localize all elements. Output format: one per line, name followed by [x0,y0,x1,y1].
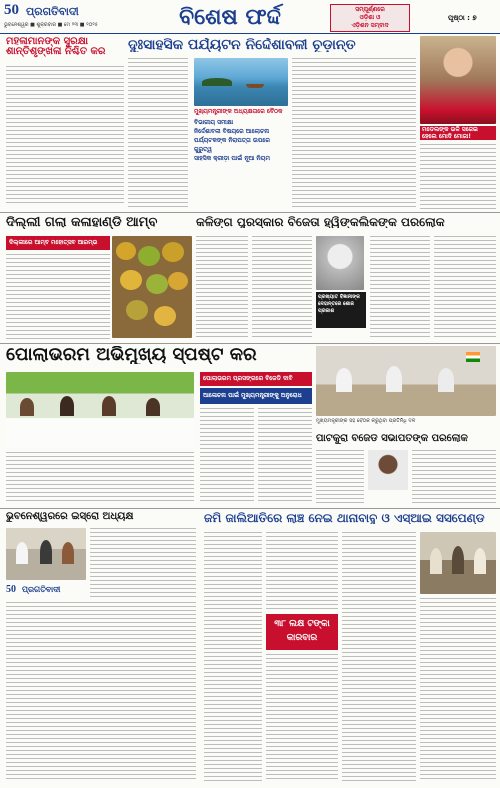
logo-number: 50 [4,2,19,18]
photo-caption: ମଡେଲଙ୍କ ଭଳି ସଜେଇ ହେଲେ ମୋଦି ମୋଜା! [422,126,478,140]
polavaram-body-col2 [200,408,254,504]
isro-photo [6,528,86,580]
callout-item-1: ବିଭାଗୀୟ ସମୀକ୍ଷା [194,119,234,126]
island-shape [202,78,232,86]
polavaram-box-2 [200,388,312,404]
mango-shape [126,300,148,320]
mango-shape [154,306,176,326]
tourism-photo [194,58,288,106]
promo-box[interactable] [330,4,410,32]
meeting-photo [316,346,496,416]
kalinga-body-col4 [434,236,496,340]
patkura-body-col1 [316,450,364,504]
land-body-col1 [204,532,262,782]
section-rule-4 [0,508,500,509]
promo-line-1: ସମ୍ପୂର୍ଣ୍ଣରେ [355,6,385,13]
person-shape [386,366,402,392]
callout-item-3: ପର୍ଯ୍ୟଟକଙ୍କ ନିରାପତ୍ତା ଉପରେ ଗୁରୁତ୍ୱ [194,137,270,153]
flag-shape [466,352,480,362]
person-shape [430,548,442,574]
section-rule-2 [0,212,500,213]
person-shape [438,368,454,392]
person-shape [60,396,74,416]
land-body-col2b [266,654,338,782]
section-rule-3 [0,343,500,344]
mango-shape [120,270,142,290]
kalinga-headline: କଳିଙ୍ଗ ପୁରସ୍କାର ବିଜେତା ହ୍ୱିଙ୍କଲିକଙ୍କ ପରଲୋକ [196,216,445,228]
land-body-col2 [266,532,338,612]
tourism-headline: ଦୁଃସାହସିକ ପର୍ଯ୍ୟଟନ ନିର୍ଦ୍ଦେଶାବଳୀ ଚୂଡ଼ାନ୍ତ [128,38,356,52]
footer-paper-name: ପ୍ରଗତିବାଦୀ [22,585,61,594]
person-shape [20,398,34,416]
tourism-body-col3 [292,58,416,210]
kalahandi-subhead: ଦିଲ୍ଲୀରେ ଆମ୍ବ ମହୋତ୍ସବ ଆରମ୍ଭ [9,239,98,246]
person-shape [336,368,352,392]
polavaram-box-1-text: ପୋଲାଭରମ ପ୍ରସଙ୍ଗରେ ବିଜେଡି ଦାବି [203,375,293,382]
scientist-photo [316,236,364,290]
polavaram-box-2-text: ଆଳୋଚନା ପାଇଁ ମୁଖ୍ୟମନ୍ତ୍ରୀଙ୍କୁ ଅନୁରୋଧ [203,392,302,399]
patkura-body-col2 [412,450,496,504]
footer-logo [6,584,86,598]
boat-shape [246,84,264,88]
masthead-rule [0,33,500,34]
footer-logo-number: 50 [6,584,16,595]
person-shape [62,542,74,564]
kalinga-body-col3 [370,236,430,340]
person-shape [474,548,486,574]
promo-line-3: ଏଡ଼ିଶନ ସମ୍ବାଦ [351,22,389,29]
right-body [420,144,496,210]
section-title: ବିଶେଷ ଫର୍ଦ୍ଦ [179,5,281,30]
kalahandi-body [6,254,110,340]
page-number: ପୃଷ୍ଠା : ୭ [448,14,477,22]
mango-shape [146,274,168,294]
land-quote-line-1: ୩୮ ଲକ୍ଷ ଟଙ୍କା [274,619,330,629]
person-shape [16,542,28,564]
kalahandi-headline: ଦିଲ୍ଲୀ ଗଲା କଳାହାଣ୍ଡି ଆମ୍ବ [6,216,158,229]
land-body-col4 [420,598,496,782]
press-meet-photo [6,372,194,448]
tourism-callout [194,108,288,202]
dateline: ଭୁବନେଶ୍ୱର ■ ଶୁକ୍ରବାର ■ ମେ ୨୩ ■ ୨୦୨୫ [4,22,98,28]
callout-item-2: ନିର୍ଦ୍ଦେଶାବଳୀ ବିଷୟରେ ଆଲୋଚନା [194,128,270,135]
masthead [0,0,500,34]
isro-body [6,602,196,782]
isro-headline: ଭୁବନେଶ୍ୱରରେ ଇସ୍ରୋ ଅଧ୍ୟକ୍ଷ [6,512,134,522]
land-body-col3 [342,532,416,782]
land-quote-line-2: କାରବାର [286,633,318,643]
patkura-portrait [368,450,408,490]
mango-photo [112,236,192,338]
polavaram-headline: ପୋଲାଭରମ ଅଭିମୁଖ୍ୟ ସ୍ପଷ୍ଟ କର [6,346,257,364]
tourism-body-col1 [128,58,188,210]
top-left-body [6,66,124,206]
mango-shape [168,272,188,290]
mango-shape [138,246,160,266]
patkura-headline: ପାଟକୁରା ବିଜେଡି ସଭାପତିଙ୍କ ପରଲୋକ [316,434,468,444]
kalinga-quote: ପ୍ରଖ୍ୟାତ ବିଜ୍ଞାନୀଙ୍କ ଦେହାନ୍ତରେ ଶୋକ ପ୍ରକାଶ [318,294,360,314]
person-shape [102,396,116,416]
paper-name: ପ୍ରଗତିବାଦୀ [26,5,79,18]
polavaram-body-col3 [258,408,312,504]
mango-shape [162,242,184,262]
photo-caption-bar [420,126,496,140]
mango-shape [116,242,136,260]
model-photo [420,36,496,124]
person-shape [40,540,52,564]
callout-title: ମୁଖ୍ୟମନ୍ତ୍ରୀଙ୍କ ଅଧ୍ୟକ୍ଷତାରେ ବୈଠକ [194,108,283,115]
polavaram-box-1 [200,372,312,386]
table-shape [6,418,194,448]
top-left-headline: ମହିଳାମାନଙ୍କ ସୁରକ୍ଷା ଶାନ୍ତିଶୃଙ୍ଖଳା ନିଶ୍ଚିତ କର [6,37,106,57]
person-shape [146,398,160,416]
promo-line-2: ଓଡ଼ିଶା ଓ [359,14,381,21]
land-headline: ଜମି ଜାଲିଆତିରେ ଲାଞ୍ଚ ନେଇ ଥାନାବାବୁ ଓ ଏସ୍ଆଇ ସସପେଣ୍ଡ [204,512,485,524]
kalinga-quote-box [316,292,366,328]
person-shape [452,546,464,574]
meeting-photo-caption: ମୁଖ୍ୟମନ୍ତ୍ରୀଙ୍କ ସହ ବୈଠକ କରୁଥିବା ପ୍ରତିନିଧି ଦଳ [316,418,416,424]
callout-item-4: ସାହସିକ କ୍ରୀଡ଼ା ପାଇଁ ନୂଆ ନିୟମ [194,155,270,162]
land-quote-box [266,614,338,650]
land-photo [420,532,496,594]
kalinga-body-col2 [252,236,312,340]
kalahandi-subhead-bar [6,236,110,250]
kalinga-body-col1 [196,236,248,340]
polavaram-body-left [6,452,194,504]
paper-logo [4,4,116,20]
isro-body-right [90,528,196,598]
